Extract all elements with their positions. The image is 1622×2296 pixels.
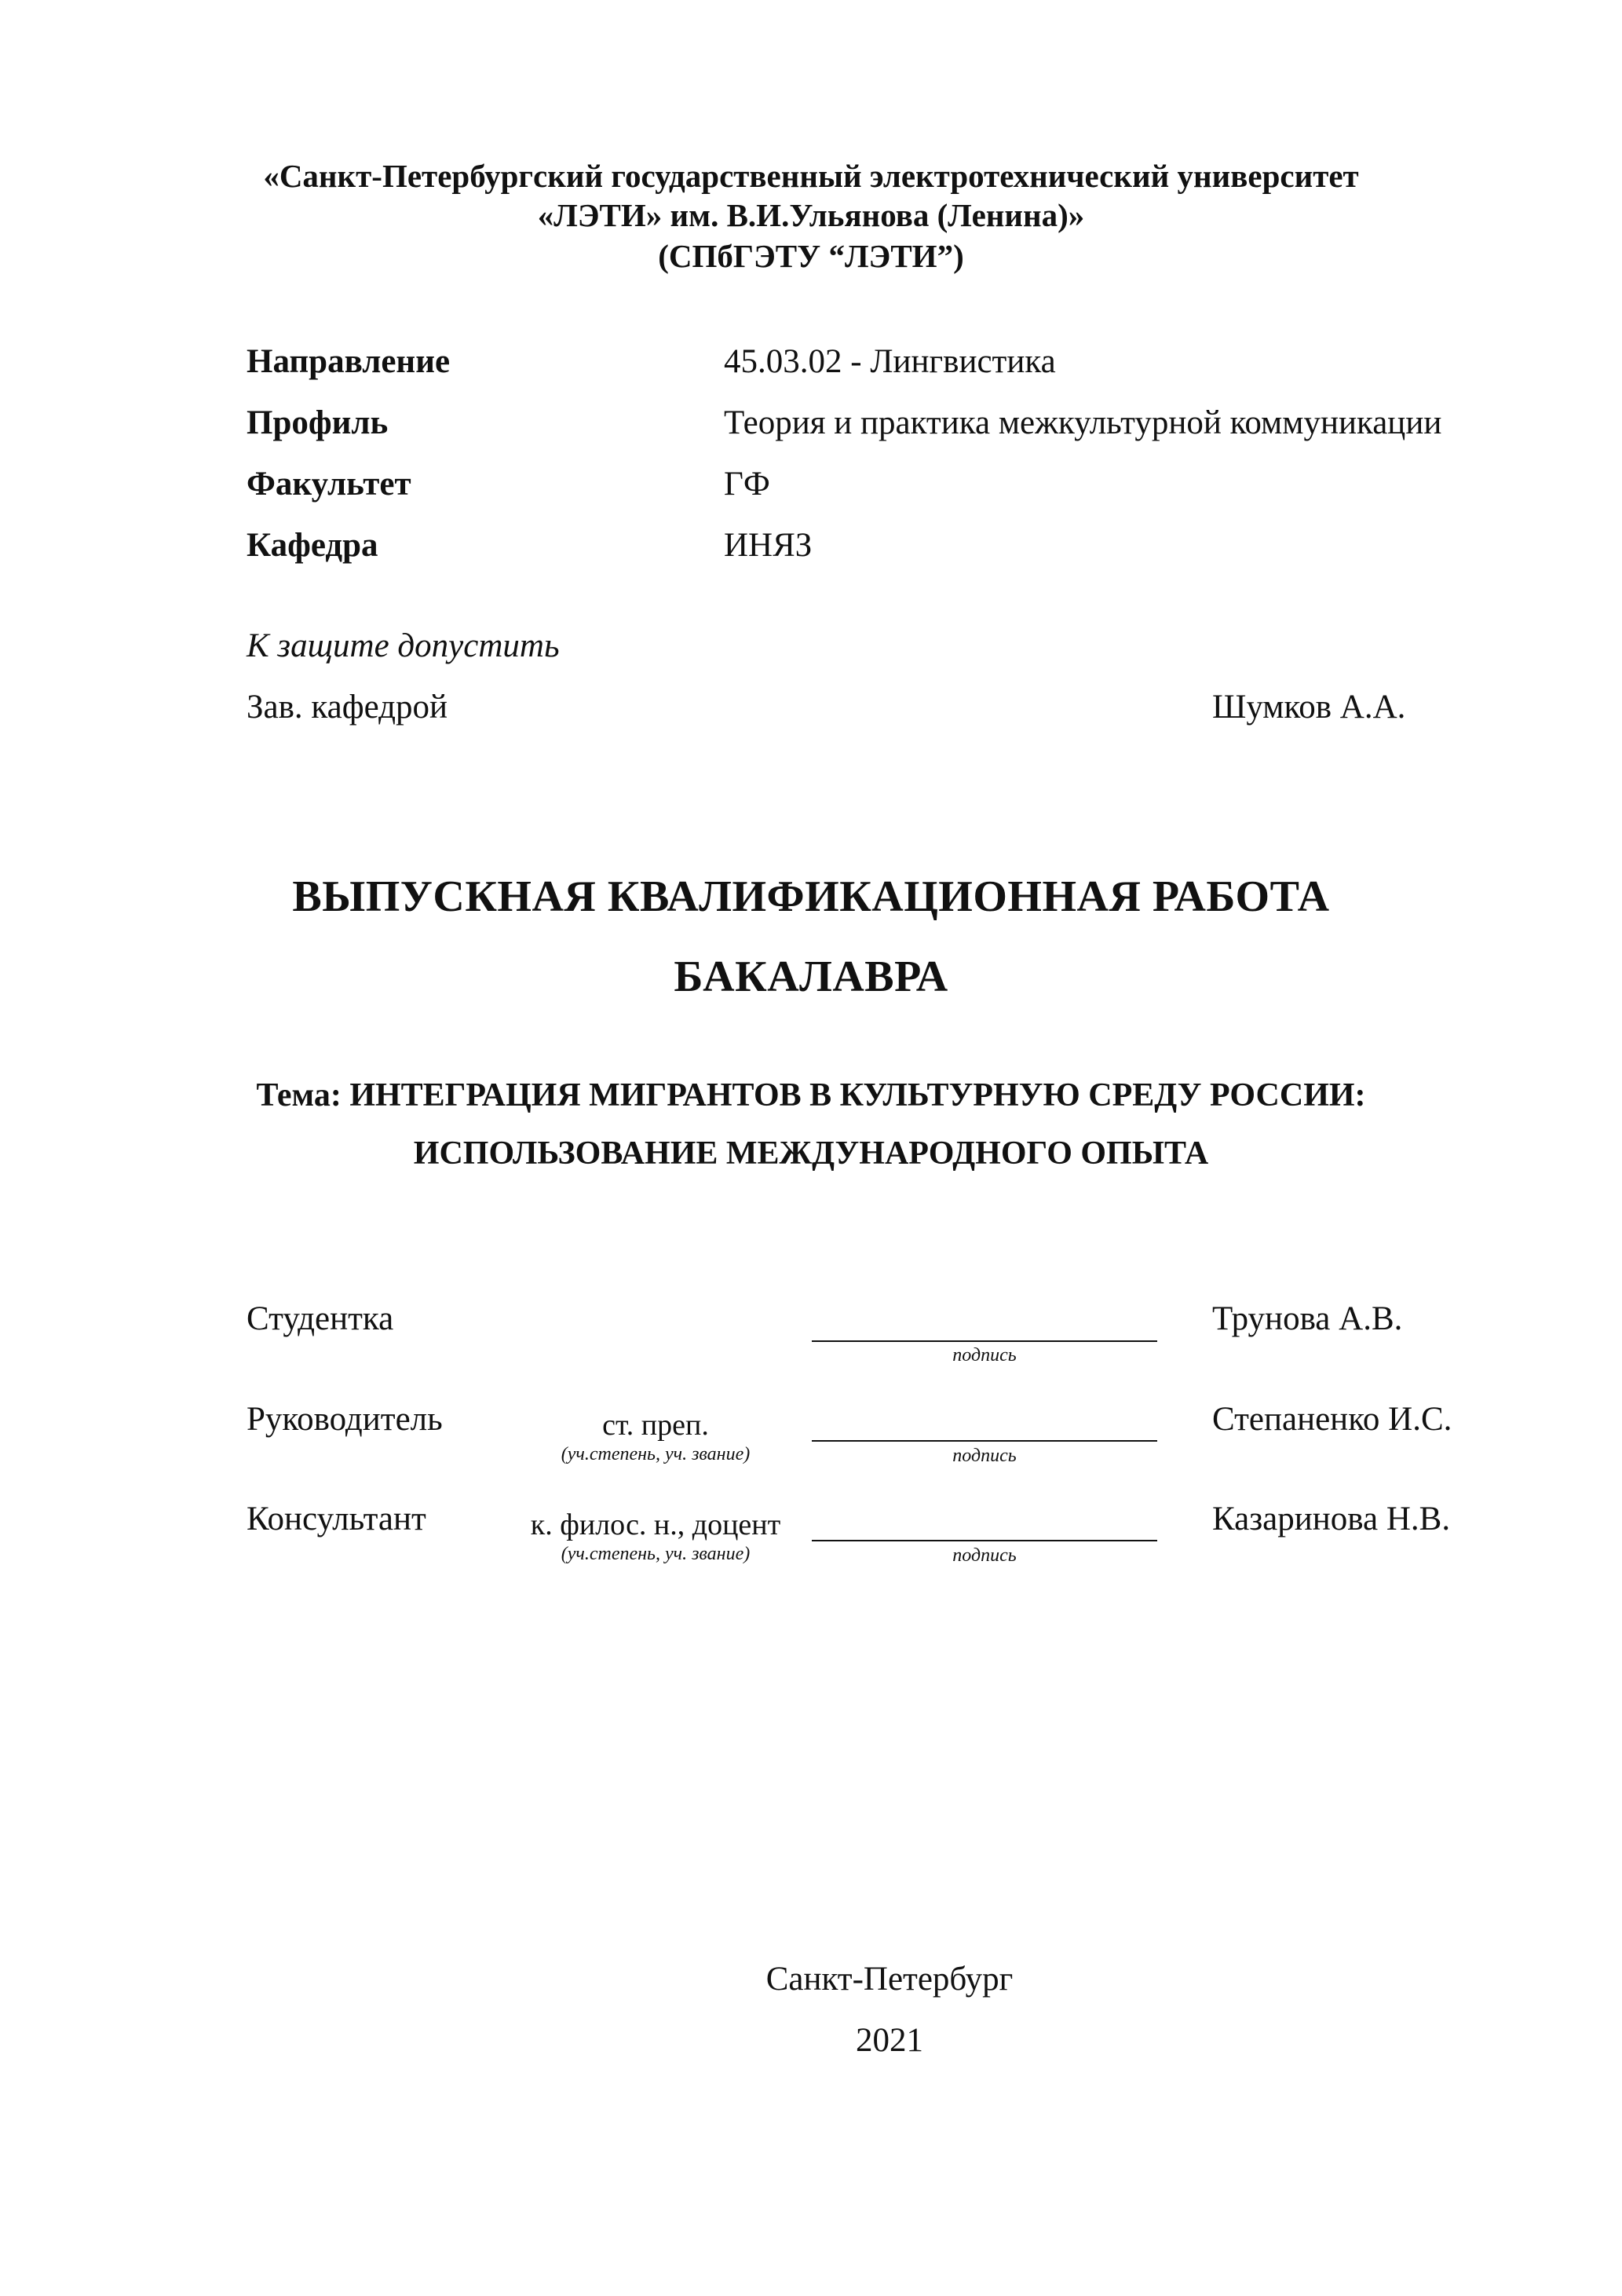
signature-name-supervisor: Степаненко И.С.	[1212, 1401, 1452, 1438]
signature-line-student	[812, 1340, 1157, 1342]
info-value-direction: 45.03.02 - Лингвистика	[724, 343, 1056, 380]
university-name-line-1: «Санкт-Петербургский государственный электротехнический университет	[263, 158, 1359, 194]
info-label-direction: Направление	[247, 343, 451, 380]
signature-caption-consultant: подпись	[952, 1545, 1017, 1566]
footer-year: 2021	[856, 2022, 923, 2059]
info-value-department: ИНЯЗ	[724, 527, 813, 564]
signature-rank-caption-consultant: (уч.степень, уч. звание)	[561, 1544, 751, 1564]
signature-line-consultant	[812, 1540, 1157, 1541]
info-label-department: Кафедра	[247, 527, 378, 564]
topic-line-1: Тема: ИНТЕГРАЦИЯ МИГРАНТОВ В КУЛЬТУРНУЮ СРЕДУ РОССИИ:	[256, 1077, 1366, 1113]
signature-role-consultant: Консультант	[247, 1501, 426, 1537]
signature-caption-student: подпись	[952, 1345, 1017, 1366]
work-title-line-1: ВЫПУСКНАЯ КВАЛИФИКАЦИОННАЯ РАБОТА	[292, 872, 1330, 921]
info-value-profile: Теория и практика межкультурной коммуникации	[724, 404, 1442, 441]
university-name-line-2: «ЛЭТИ» им. В.И.Ульянова (Ленина)»	[537, 197, 1085, 233]
footer-city: Санкт-Петербург	[765, 1961, 1014, 1998]
info-value-faculty: ГФ	[724, 466, 770, 503]
signature-role-supervisor: Руководитель	[247, 1401, 443, 1438]
topic-line-2: ИСПОЛЬЗОВАНИЕ МЕЖДУНАРОДНОГО ОПЫТА	[413, 1135, 1209, 1172]
signature-role-student: Студентка	[247, 1300, 394, 1337]
head-of-department-label: Зав. кафедрой	[247, 689, 448, 726]
signature-rank-consultant: к. филос. н., доцент	[530, 1508, 781, 1541]
info-label-profile: Профиль	[247, 404, 389, 441]
signature-caption-supervisor: подпись	[952, 1446, 1017, 1466]
work-title-line-2: БАКАЛАВРА	[674, 952, 948, 1001]
signature-rank-caption-supervisor: (уч.степень, уч. звание)	[561, 1444, 751, 1464]
signature-line-supervisor	[812, 1440, 1157, 1442]
signature-rank-supervisor: ст. преп.	[602, 1409, 709, 1442]
signature-name-student: Трунова А.В.	[1212, 1300, 1403, 1337]
university-abbreviation: (СПбГЭТУ “ЛЭТИ”)	[658, 238, 964, 274]
admit-to-defense: К защите допустить	[247, 627, 560, 664]
info-label-faculty: Факультет	[247, 466, 411, 503]
head-of-department-name: Шумков А.А.	[1212, 689, 1406, 726]
signature-name-consultant: Казаринова Н.В.	[1212, 1501, 1451, 1537]
